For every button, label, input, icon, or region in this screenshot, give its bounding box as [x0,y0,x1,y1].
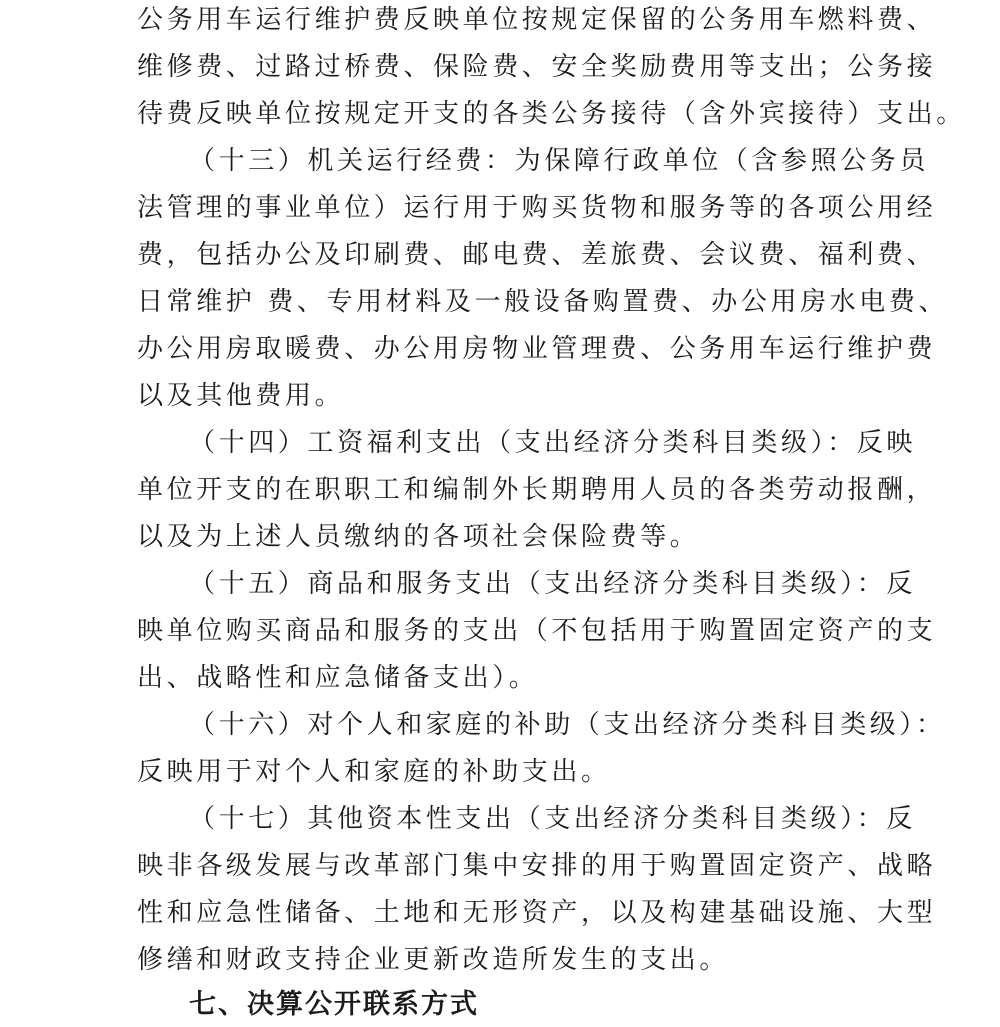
paragraph-first-line: （十六）对个人和家庭的补助（支出经济分类科目类级）： [189,710,946,740]
paragraph-line: 出、战略性和应急储备支出）。 [137,663,539,693]
paragraph-first-line: （十三）机关运行经费：为保障行政单位（含参照公务员 [189,146,930,176]
paragraph-first-line: （十七）其他资本性支出（支出经济分类科目类级）：反 [189,804,917,834]
paragraph-first-line: （十五）商品和服务支出（支出经济分类科目类级）：反 [189,569,917,599]
paragraph-line: 法管理的事业单位）运行用于购买货物和服务等的各项公用经 [137,193,937,223]
paragraph-line: 维修费、过路过桥费、保险费、安全奖励费用等支出；公务接 [137,52,937,82]
paragraph-line: 以及为上述人员缴纳的各项社会保险费等。 [137,522,700,552]
paragraph-line: 公务用车运行维护费反映单位按规定保留的公务用车燃料费、 [137,5,937,35]
paragraph-line: 性和应急性储备、土地和无形资产，以及构建基础设施、大型 [137,898,937,928]
paragraph-line: 费，包括办公及印刷费、邮电费、差旅费、会议费、福利费、 [137,240,937,270]
paragraph-line: 反映用于对个人和家庭的补助支出。 [137,757,611,787]
paragraph-line: 以及其他费用。 [137,381,345,411]
paragraph-line: 日常维护 费、专用材料及一般设备购置费、办公用房水电费、 [137,287,949,317]
paragraph-line: 办公用房取暖费、办公用房物业管理费、公务用车运行维护费 [137,334,937,364]
paragraph-line: 映单位购买商品和服务的支出（不包括用于购置固定资产的支 [137,616,937,646]
paragraph-line: 映非各级发展与改革部门集中安排的用于购置固定资产、战略 [137,851,937,881]
paragraph-first-line: （十四）工资福利支出（支出经济分类科目类级）：反映 [189,428,917,458]
paragraph-line: 待费反映单位按规定开支的各类公务接待（含外宾接待）支出。 [137,99,966,129]
paragraph-line: 单位开支的在职职工和编制外长期聘用人员的各类劳动报酬， [137,475,937,505]
paragraph-line: 修缮和财政支持企业更新改造所发生的支出。 [137,945,730,975]
section-heading: 七、决算公开联系方式 [189,989,479,1020]
